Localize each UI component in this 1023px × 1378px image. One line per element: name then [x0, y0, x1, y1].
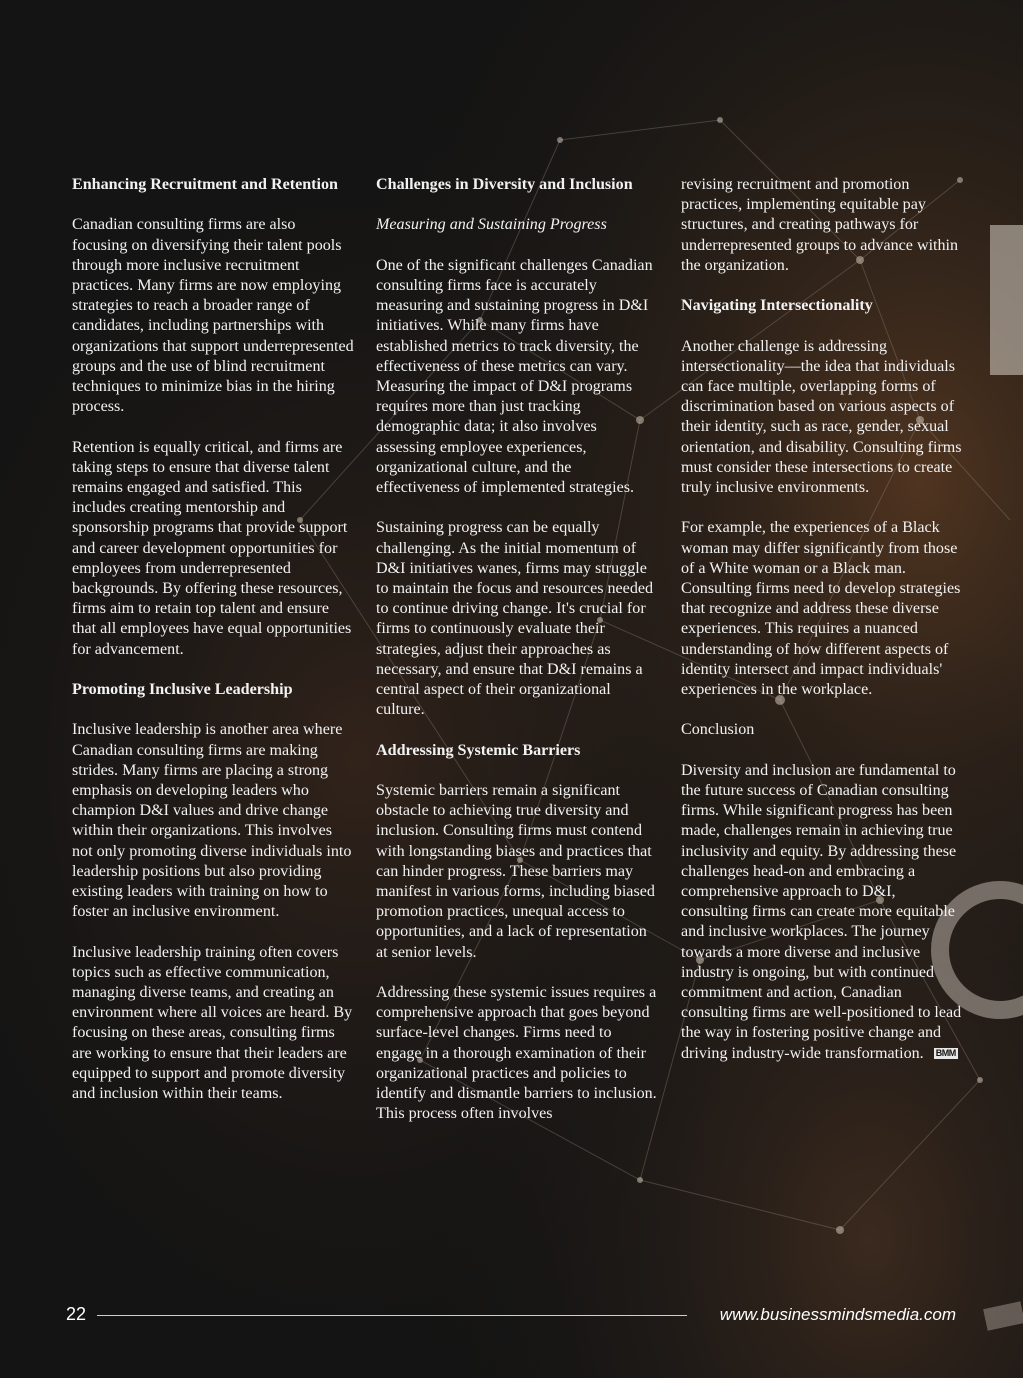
body-paragraph — [72, 438, 354, 660]
paragraph-text: Canadian consulting firms are also focusing on diversifying their talent pools through more inclusive recruitment practices. Many firms are now employing strategies to reach a broader range of candidates, including partnerships with organizations that support underrepresented groups and the use of blind recruitment techniques to minimize bias in the hiring process. — [72, 216, 354, 416]
article-column-1 — [72, 175, 354, 1124]
section-heading — [72, 680, 354, 700]
paragraph-text: Challenges in Diversity and Inclusion — [376, 176, 633, 193]
end-mark-logo-icon: BMM — [935, 1047, 956, 1058]
article-column-3 — [681, 175, 963, 1084]
body-paragraph — [376, 781, 658, 963]
paragraph-text: Inclusive leadership training often covers topics such as effective communication, managing diverse teams, and creating an environment where all voices are heard. By focusing on these areas, consulting firms are working to ensure that their leaders are equipped to support and promote diversity and inclusion within their teams. — [72, 943, 353, 1103]
body-paragraph — [72, 720, 354, 922]
paragraph-text: Navigating Intersectionality — [681, 297, 873, 315]
section-heading — [376, 741, 658, 761]
paragraph-text: Enhancing Recruitment and Retention — [72, 176, 339, 193]
section-heading — [72, 175, 354, 195]
paragraph-text: Promoting Inclusive Leadership — [72, 681, 293, 699]
body-paragraph — [681, 175, 963, 276]
paragraph-text: revising recruitment and promotion practices, implementing equitable pay structures, and creating pathways for underrepresented groups to advance within the organization. — [681, 176, 959, 274]
section-heading — [376, 175, 658, 195]
body-paragraph — [681, 720, 963, 740]
footer-website-url[interactable]: www.businessmindsmedia.com — [719, 1305, 956, 1324]
paragraph-text: Conclusion — [681, 721, 755, 739]
paragraph-text: Addressing these systemic issues requires a comprehensive approach that goes beyond surface-level changes. Firms need to engage in a thorough examination of their organizational practices and policies to identify and dismantle barriers to inclusion. This process often involves — [376, 984, 657, 1123]
body-paragraph — [681, 337, 963, 499]
body-paragraph — [376, 518, 658, 720]
body-paragraph — [376, 256, 658, 498]
article-column-2 — [376, 175, 658, 1145]
footer-divider — [97, 1315, 687, 1316]
paragraph-text: Measuring and Sustaining Progress — [376, 216, 607, 234]
body-paragraph — [72, 943, 354, 1105]
body-paragraph — [376, 983, 658, 1124]
paragraph-text: Inclusive leadership is another area where Canadian consulting firms are making strides. Many firms are placing a strong emphasis on developing leaders who champion D&I values and drive change within their organizations. This involves not only promoting diverse individuals into leadership positions but also providing existing leaders with training on how to foster an inclusive environment. — [72, 721, 352, 921]
section-subheading — [376, 215, 658, 235]
paragraph-text: Another challenge is addressing intersectionality—the idea that individuals can face multiple, overlapping forms of discrimination based on various aspects of their identity, such as race, gender, sexual orientation, and disability. Consulting firms must consider these intersections to create truly inclusive environments. — [681, 337, 962, 497]
section-heading — [681, 296, 963, 316]
body-paragraph — [681, 761, 963, 1064]
paragraph-text: One of the significant challenges Canadian consulting firms face is accurately measuring and sustaining progress in D&I initiatives. While many firms have established metrics to track diversity, the effectiveness of these metrics can vary. Measuring the impact of D&I programs requires more than just tracking demographic data; it also involves assessing employee experiences, organizational culture, and the effectiveness of implemented strategies. — [376, 256, 653, 497]
paragraph-text: Retention is equally critical, and firms are taking steps to ensure that diverse talent remains engaged and satisfied. This includes creating mentorship and sponsorship programs that provide support and career development opportunities for employees from underrepresented backgrounds. By offering these resources, firms aim to retain top talent and ensure that all employees have equal opportunities for advancement. — [72, 438, 352, 658]
paragraph-text: Addressing Systemic Barriers — [376, 741, 581, 759]
body-paragraph — [681, 518, 963, 700]
paragraph-text: Sustaining progress can be equally challenging. As the initial momentum of D&I initiatives wanes, firms may struggle to maintain the focus and resources needed to continue driving change. It's crucial for firms to continuously evaluate their strategies, adjust their approaches as necessary, and ensure that D&I remains a central aspect of their organizational culture. — [376, 519, 654, 719]
paragraph-text: For example, the experiences of a Black woman may differ significantly from those of a White woman or a Black man. Consulting firms need to develop strategies that recognize and address these diverse experiences. This requires a nuanced understanding of how different aspects of identity intersect and impact individuals' experiences in the workplace. — [681, 519, 961, 699]
page-number: 22 — [66, 1304, 87, 1324]
paragraph-text: Diversity and inclusion are fundamental to the future success of Canadian consulting firms. While significant progress has been made, challenges remain in achieving true inclusivity and equity. By addressing these challenges head-on and embracing a comprehensive approach to D&I, consulting firms can create more equitable and inclusive workplaces. The journey towards a more diverse and inclusive industry is ongoing, but with continued commitment and action, Canadian consulting firms are well-positioned to lead the way in fostering positive change and driving industry-wide transformation. — [681, 761, 962, 1062]
body-paragraph — [72, 215, 354, 417]
paragraph-text: Systemic barriers remain a significant obstacle to achieving true diversity and inclusion. Consulting firms must contend with longstanding biases and practices that can hinder progress. These barriers may manifest in various forms, including biased promotion practices, unequal access to opportunities, and a lack of representation at senior levels. — [376, 782, 655, 961]
